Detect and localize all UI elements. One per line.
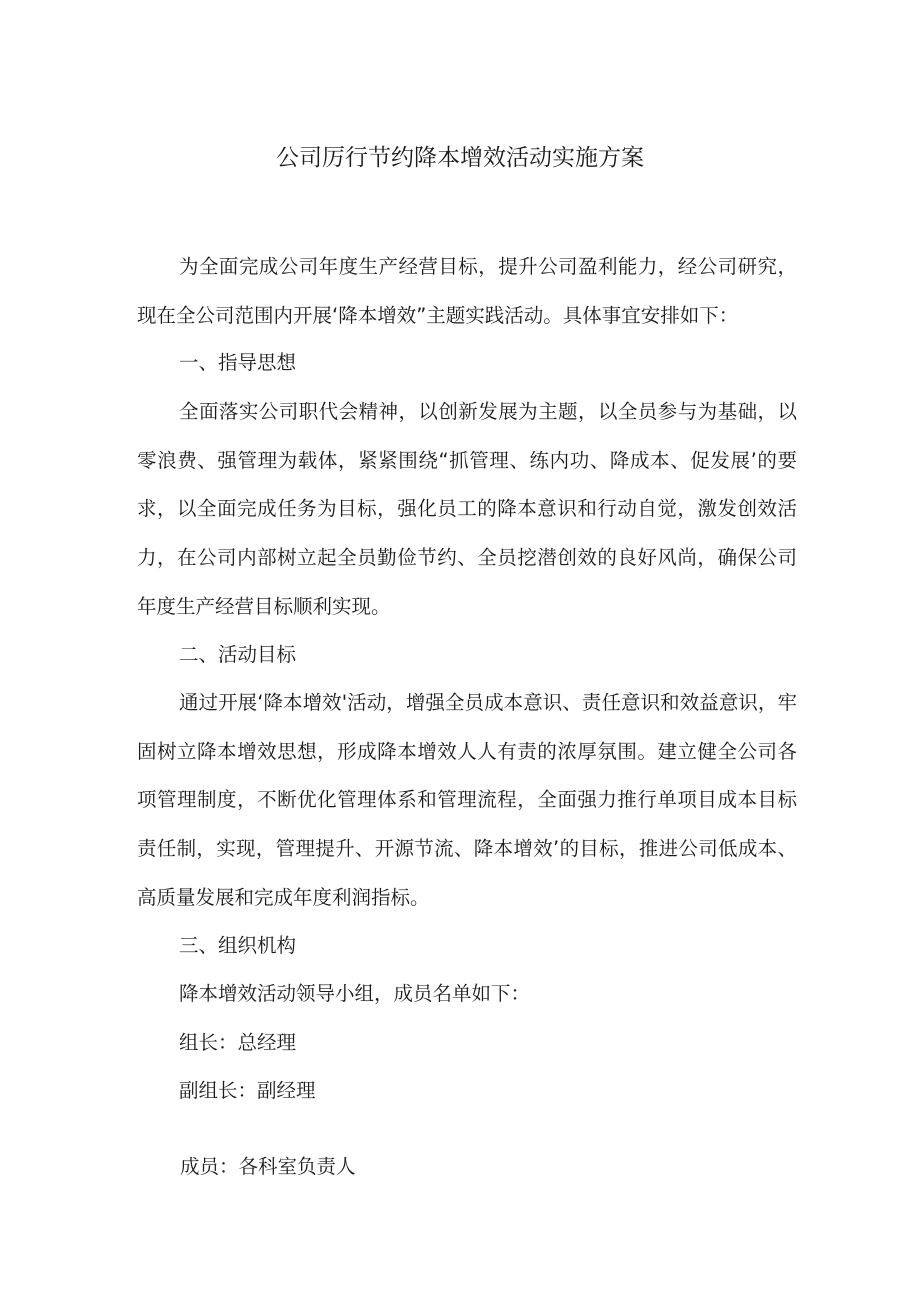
leadership-group-intro: 降本增效活动领导小组，成员名单如下：: [179, 982, 531, 1005]
group-leader-line: 组长：总经理: [179, 1031, 297, 1054]
deputy-leader-line: 副组长：副经理: [179, 1079, 316, 1102]
document-title: 公司厉行节约降本增效活动实施方案: [276, 145, 644, 171]
intro-paragraph: 为全面完成公司年度生产经营目标，提升公司盈利能力，经公司研究，现在全公司范围内开展‘降本增效”主题实践活动。具体事宜安排如下：: [137, 255, 797, 327]
members-line: 成员：各科室负责人: [180, 1155, 356, 1178]
section-heading-guiding-ideology: 一、指导思想: [179, 351, 297, 374]
section-body-activity-goals: 通过开展‘降本增效'活动，增强全员成本意识、责任意识和效益意识，牢固树立降本增效思想，形成降本增效人人有责的浓厚氛围。建立健全公司各项管理制度，不断优化管理体系和管理流程，全面强力推行单项目成本目标责任制，实现，管理提升、开源节流、降本增效’的目标，推进公司低成本、高质量发展和完成年度利润指标。: [137, 691, 797, 909]
section-heading-activity-goals: 二、活动目标: [179, 643, 297, 666]
section-body-guiding-ideology: 全面落实公司职代会精神，以创新发展为主题，以全员参与为基础，以零浪费、强管理为载体，紧紧围绕“抓管理、练内功、降成本、促发展’的要求，以全面完成任务为目标，强化员工的降本意识和行动自觉，激发创效活力，在公司内部树立起全员勤俭节约、全员挖潜创效的良好风尚，确保公司年度生产经营目标顺利实现。: [137, 400, 797, 618]
section-heading-organization: 三、组织机构: [179, 934, 297, 957]
